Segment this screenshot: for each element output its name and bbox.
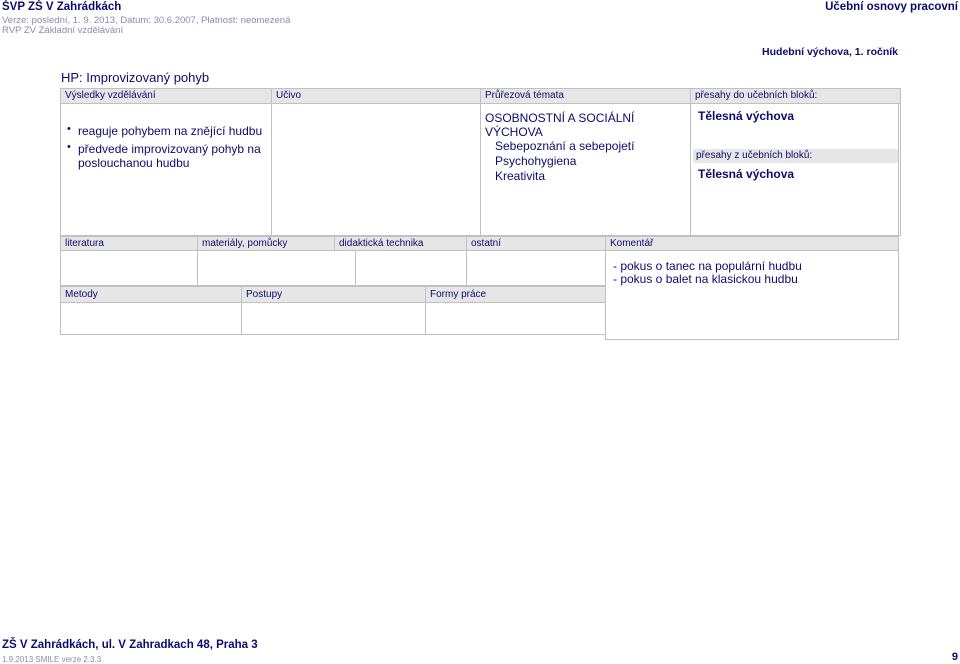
page-number: 9: [951, 651, 958, 663]
plan-title: Učební osnovy pracovní: [825, 1, 958, 13]
header-literature: literatura: [60, 236, 198, 251]
overlaps-from-value: Tělesná výchova: [698, 167, 795, 181]
overlaps-cell: [690, 103, 901, 236]
theme-item: Kreativita: [495, 169, 546, 183]
subject-grade: Hudební výchova, 1. ročník: [762, 46, 898, 58]
outcomes-cell: [60, 103, 272, 236]
comment-cell: [605, 250, 899, 340]
procedures-cell: [241, 302, 426, 335]
methods-cell: [60, 302, 242, 335]
header-methods: Metody: [60, 286, 242, 303]
school-name: ŠVP ZŠ V Zahrádkách: [2, 1, 122, 13]
theme-item: Psychohygiena: [495, 154, 577, 168]
header-themes: Průřezová témata: [480, 88, 691, 104]
forms-cell: [425, 302, 606, 335]
curriculum-table: [60, 88, 899, 236]
header-forms: Formy práce: [425, 286, 606, 303]
materials-cell: [197, 250, 356, 286]
curriculum-cell: [271, 103, 481, 236]
version-info: Verze: poslední, 1. 9. 2013, Datum: 30.6.2007, Platnost: neomezená: [2, 15, 291, 26]
header-outcomes: Výsledky vzdělávání: [60, 88, 272, 104]
header-didactic: didaktická technika: [334, 236, 472, 251]
footer-school: ZŠ V Zahrádkách, ul. V Zahradkach 48, Praha 3: [2, 639, 258, 651]
themes-cell: [480, 103, 691, 236]
outcomes-list: [61, 124, 271, 170]
other-cell: [466, 250, 606, 286]
footer-version: 1.9.2013 SMILE verze 2.3.3: [2, 655, 102, 664]
header-other: ostatní: [466, 236, 606, 251]
header-materials: materiály, pomůcky: [197, 236, 335, 251]
overlaps-from-label: přesahy z učebních bloků:: [693, 149, 898, 163]
comment-line: - pokus o tanec na populární hudbu: [613, 259, 802, 273]
didactic-cell: [355, 250, 467, 286]
header-procedures: Postupy: [241, 286, 426, 303]
hp-title: HP: Improvizovaný pohyb: [61, 70, 210, 85]
theme-title: OSOBNOSTNÍ A SOCIÁLNÍ VÝCHOVA: [485, 111, 635, 139]
overlaps-to-value: Tělesná výchova: [698, 109, 795, 123]
theme-item: Sebepoznání a sebepojetí: [495, 139, 635, 153]
rvp-info: RVP ZV Základní vzdělávání: [2, 25, 124, 36]
literature-cell: [60, 250, 198, 286]
outcome-item: • předvede improvizovaný pohyb na poslouchanou hudbu: [61, 142, 271, 170]
header-comment: Komentář: [605, 236, 899, 251]
header-curriculum: Učivo: [271, 88, 481, 104]
comment-line: - pokus o balet na klasickou hudbu: [613, 272, 798, 286]
header-overlaps-to: přesahy do učebních bloků:: [690, 88, 901, 104]
outcome-item: • reaguje pohybem na znějící hudbu: [61, 124, 271, 138]
